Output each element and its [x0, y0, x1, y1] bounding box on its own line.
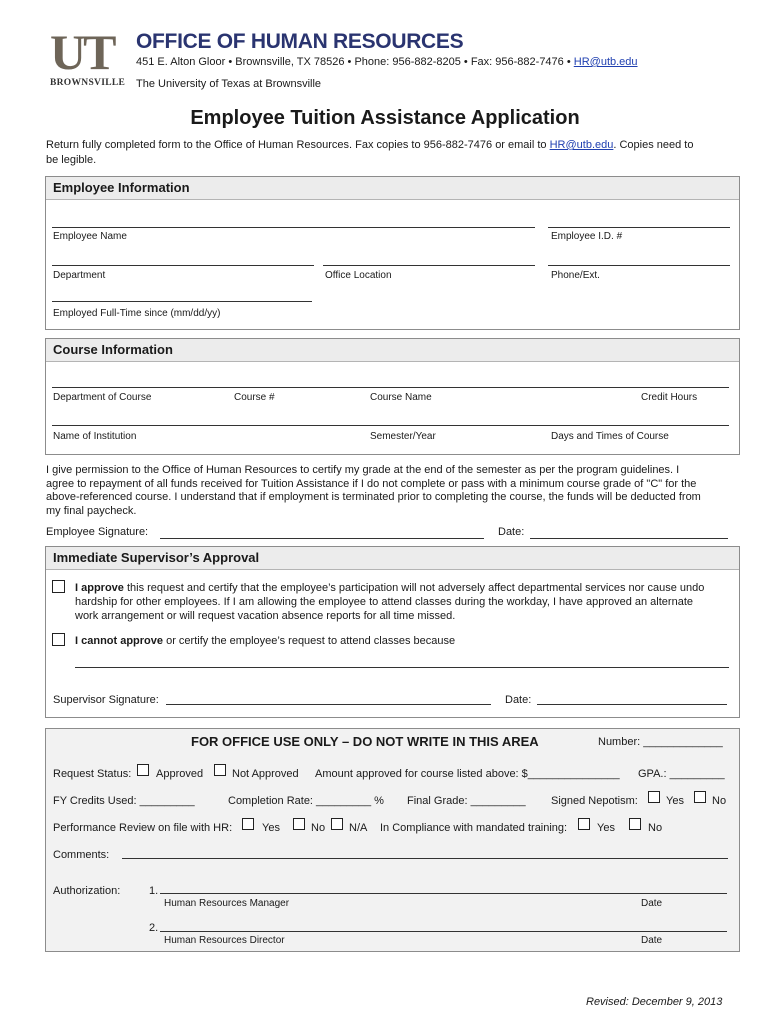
- credit-hours-label: Credit Hours: [641, 392, 698, 403]
- office-location-field[interactable]: [323, 265, 535, 266]
- employee-id-label: Employee I.D. #: [551, 231, 623, 242]
- final-grade-label: Final Grade: _________: [407, 795, 526, 807]
- intro-text: [46, 138, 736, 168]
- reject-reason-text: or certify the employee’s request to attend classes because: [163, 635, 456, 647]
- hr-director-label: Human Resources Director: [164, 935, 285, 946]
- permission-text: [46, 464, 736, 518]
- intro-part1: Return fully completed form to the Office of Human Resources. Fax copies to 956-882-7476 or email to: [46, 139, 550, 151]
- supervisor-date-label: Date:: [505, 694, 532, 706]
- number-label: Number: _____________: [598, 736, 723, 748]
- logo-subtitle: BROWNSVILLE: [50, 78, 126, 88]
- fulltime-since-field[interactable]: [52, 301, 312, 302]
- permission-line3: above-referenced course. I understand that if employment is terminated prior to completing the course, the funds will be deducted from: [46, 491, 701, 504]
- department-label: Department: [53, 270, 106, 281]
- header-email-link[interactable]: HR@utb.edu: [573, 56, 638, 68]
- course-dept-label: Department of Course: [53, 392, 152, 403]
- compliance-yes-label: Yes: [597, 822, 615, 834]
- semester-label: Semester/Year: [370, 431, 436, 442]
- permission-line1: I give permission to the Office of Human Resources to certify my grade at the end of the semester as per the program guidelines. I: [46, 464, 680, 476]
- course-row1-line[interactable]: [52, 387, 729, 388]
- approved-label: Approved: [156, 768, 204, 780]
- perf-na-checkbox[interactable]: [331, 818, 343, 830]
- nepotism-no-checkbox[interactable]: [694, 791, 706, 803]
- address-text: 451 E. Alton Gloor • Brownsville, TX 78526 • Phone: 956-882-8205 • Fax: 956-882-7476 •: [136, 56, 571, 68]
- fy-credits-label: FY Credits Used: _________: [53, 795, 195, 807]
- office-title: OFFICE OF HUMAN RESOURCES: [136, 30, 464, 53]
- employee-info-section: [45, 176, 740, 330]
- revised-date: Revised: December 9, 2013: [586, 996, 723, 1008]
- employee-name-field[interactable]: [52, 227, 535, 228]
- office-use-section: [45, 728, 740, 952]
- permission-line2: agree to repayment of all funds received for Tuition Assistance if I do not complete or pass with a minimum course grade of "C" for the: [46, 477, 697, 490]
- department-field[interactable]: [52, 265, 314, 266]
- course-row2-line[interactable]: [52, 425, 729, 426]
- supervisor-signature-field[interactable]: [166, 704, 491, 705]
- intro-email-link[interactable]: HR@utb.edu: [549, 139, 614, 151]
- fulltime-since-label: Employed Full-Time since (mm/dd/yy): [53, 308, 221, 319]
- supervisor-signature-label: Supervisor Signature:: [53, 694, 159, 706]
- phone-label: Phone/Ext.: [551, 270, 600, 281]
- hr-manager-date-label: Date: [641, 898, 663, 909]
- approve-line1: this request and certify that the employee’s participation will not adversely affect departmental services nor cause undo: [123, 582, 705, 594]
- course-info-heading: Course Information: [46, 339, 739, 362]
- perf-yes-label: Yes: [262, 822, 280, 834]
- reject-bold: I cannot approve: [75, 635, 164, 647]
- phone-field[interactable]: [548, 265, 730, 266]
- nepotism-label: Signed Nepotism:: [551, 795, 638, 807]
- course-number-label: Course #: [234, 392, 275, 403]
- compliance-no-checkbox[interactable]: [629, 818, 641, 830]
- days-times-label: Days and Times of Course: [551, 431, 669, 442]
- employee-date-label: Date:: [498, 526, 525, 538]
- perf-no-label: No: [311, 822, 326, 834]
- perf-review-label: Performance Review on file with HR:: [53, 822, 233, 834]
- approve-text: [75, 581, 735, 623]
- gpa-label: GPA.: _________: [638, 768, 725, 780]
- institution-label: Name of Institution: [53, 431, 137, 442]
- approve-line2: hardship for other employees. If I am allowing the employee to attend classes during the workday, I have approved an alternate: [75, 596, 693, 608]
- approve-checkbox[interactable]: [52, 580, 65, 593]
- hr-director-signature-field[interactable]: [160, 931, 727, 932]
- reject-checkbox[interactable]: [52, 633, 65, 646]
- supervisor-date-field[interactable]: [537, 704, 727, 705]
- employee-id-field[interactable]: [548, 227, 730, 228]
- authorization-label: Authorization:: [53, 885, 121, 897]
- supervisor-heading: Immediate Supervisor’s Approval: [46, 547, 739, 570]
- employee-info-heading: Employee Information: [46, 177, 739, 200]
- amount-approved-label: Amount approved for course listed above: $_______________: [315, 768, 620, 780]
- completion-rate-label: Completion Rate: _________ %: [228, 795, 384, 807]
- supervisor-section: [45, 546, 740, 718]
- reject-text: [75, 635, 455, 647]
- hr-manager-signature-field[interactable]: [160, 893, 727, 894]
- intro-line2: be legible.: [46, 154, 97, 166]
- approve-bold: I approve: [75, 582, 124, 594]
- form-title: Employee Tuition Assistance Application: [190, 107, 580, 129]
- reject-reason-field[interactable]: [75, 667, 729, 668]
- university-name: The University of Texas at Brownsville: [136, 78, 322, 90]
- nepotism-no-label: No: [712, 795, 727, 807]
- compliance-label: In Compliance with mandated training:: [380, 822, 568, 834]
- approve-line3: work arrangement or will request vacation absence reports for all time missed.: [75, 610, 456, 622]
- office-location-label: Office Location: [325, 270, 392, 281]
- employee-date-field[interactable]: [530, 538, 728, 539]
- not-approved-label: Not Approved: [232, 768, 299, 780]
- nepotism-yes-checkbox[interactable]: [648, 791, 660, 803]
- intro-part2: . Copies need to: [613, 139, 694, 151]
- hr-manager-label: Human Resources Manager: [164, 898, 290, 909]
- perf-no-checkbox[interactable]: [293, 818, 305, 830]
- permission-line4: my final paycheck.: [46, 504, 137, 517]
- perf-na-label: N/A: [349, 822, 368, 834]
- nepotism-yes-label: Yes: [666, 795, 684, 807]
- ut-logo: [50, 24, 128, 90]
- course-name-label: Course Name: [370, 392, 432, 403]
- perf-yes-checkbox[interactable]: [242, 818, 254, 830]
- approved-checkbox[interactable]: [137, 764, 149, 776]
- request-status-label: Request Status:: [53, 768, 132, 780]
- employee-signature-label: Employee Signature:: [46, 526, 149, 538]
- employee-signature-field[interactable]: [160, 538, 484, 539]
- address-line: [136, 56, 638, 68]
- compliance-yes-checkbox[interactable]: [578, 818, 590, 830]
- compliance-no-label: No: [648, 822, 663, 834]
- comments-field[interactable]: [122, 858, 728, 859]
- not-approved-checkbox[interactable]: [214, 764, 226, 776]
- comments-label: Comments:: [53, 849, 110, 861]
- employee-name-label: Employee Name: [53, 231, 127, 242]
- logo-letters: UT: [50, 24, 114, 80]
- office-use-heading: FOR OFFICE USE ONLY – DO NOT WRITE IN THIS AREA: [191, 734, 539, 749]
- hr-director-date-label: Date: [641, 935, 663, 946]
- auth-number-1: 1.: [149, 885, 159, 897]
- auth-number-2: 2.: [149, 922, 159, 934]
